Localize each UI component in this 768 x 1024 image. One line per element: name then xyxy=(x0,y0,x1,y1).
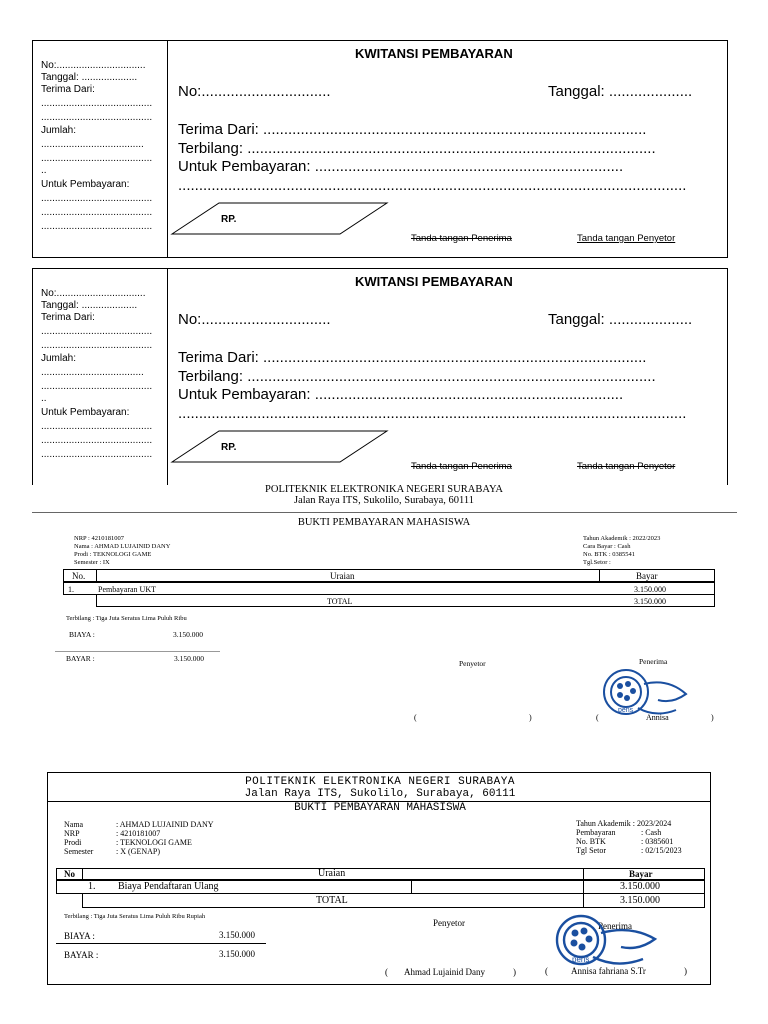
info-tgl-setor: Tgl.Setor : xyxy=(583,559,611,566)
rp-amount-box xyxy=(169,429,391,465)
stub-dots: ........................................ xyxy=(41,221,153,232)
info-prodi: : TEKNOLOGI GAME xyxy=(116,838,192,847)
signature-penerima: Tanda tangan Penerima xyxy=(411,461,512,472)
receipt-title: BUKTI PEMBAYARAN MAHASISWA xyxy=(297,517,471,528)
total-label: TOTAL xyxy=(327,597,353,606)
stub-dots: ........................................ xyxy=(41,421,153,432)
stub-untuk-pembayaran: Untuk Pembayaran: xyxy=(41,407,130,418)
kwitansi-no: No:............................... xyxy=(178,311,331,328)
col-divider xyxy=(599,569,600,582)
stub-dots: .. xyxy=(41,393,47,404)
bukti-pembayaran-2 xyxy=(47,772,711,985)
stub-tanggal: Tanggal: .................... xyxy=(41,300,138,311)
signature-penyetor: Tanda tangan Penyetor xyxy=(577,461,676,472)
info-label-tgl-setor: Tgl Setor xyxy=(576,846,606,855)
row-no: 1. xyxy=(68,585,74,594)
row-bayar: 3.150.000 xyxy=(634,585,666,594)
bayar-label: BAYAR : xyxy=(64,950,99,960)
table-total-row xyxy=(82,894,705,908)
table-header-row xyxy=(63,569,715,582)
paren: ) xyxy=(684,966,687,976)
info-tahun-akademik: Tahun Akademik : 2022/2023 xyxy=(583,535,661,542)
kwitansi-dots: .......................................................................................................................... xyxy=(178,177,687,194)
kwitansi-no: No:............................... xyxy=(178,83,331,100)
col-divider xyxy=(583,880,584,894)
info-tahun-akademik: Tahun Akademik : 2023/2024 xyxy=(576,819,672,828)
receipt-title: BUKTI PEMBAYARAN MAHASISWA xyxy=(294,802,466,814)
kwitansi-dots: .......................................................................................................................... xyxy=(178,405,687,422)
table-header-no: No xyxy=(64,869,75,879)
info-nama: : AHMAD LUJAINID DANY xyxy=(116,820,214,829)
table-header-uraian: Uraian xyxy=(330,571,355,581)
row-no: 1. xyxy=(88,881,96,892)
stub-dots: ........................................ xyxy=(41,207,153,218)
table-header-bayar: Bayar xyxy=(636,571,658,581)
kwitansi-title: KWITANSI PEMBAYARAN xyxy=(355,46,513,61)
stub-dots: ........................................ xyxy=(41,381,153,392)
bayar-value: 3.150.000 xyxy=(174,654,204,663)
stub-dots: ........................................ xyxy=(41,326,153,337)
institution-name: POLITEKNIK ELEKTRONIKA NEGERI SURABAYA xyxy=(265,484,503,495)
info-tgl-setor: : 02/15/2023 xyxy=(641,846,682,855)
stub-jumlah: Jumlah: xyxy=(41,125,77,136)
info-label-prodi: Prodi xyxy=(64,838,82,847)
biaya-value: 3.150.000 xyxy=(173,630,203,639)
info-semester: Semester : IX xyxy=(74,559,110,566)
stub-dots: ........................................ xyxy=(41,98,153,109)
stub-dots: .. xyxy=(41,165,47,176)
kwitansi-form-2 xyxy=(32,268,728,485)
divider xyxy=(55,651,220,652)
penerima-name: Annisa xyxy=(646,713,669,722)
stub-no: No:................................ xyxy=(41,60,146,71)
row-uraian: Biaya Pendaftaran Ulang xyxy=(118,881,219,892)
table-row xyxy=(63,582,715,595)
stub-dots: ..................................... xyxy=(41,367,144,378)
info-nama: Nama : AHMAD LUJAINID DANY xyxy=(74,543,171,550)
col-divider xyxy=(583,894,584,908)
info-cara-bayar: Cara Bayar : Cash xyxy=(583,543,631,550)
kwitansi-terbilang: Terbilang: .................................................................................................. xyxy=(178,368,656,385)
info-label-pembayaran: Pembayaran xyxy=(576,828,616,837)
stamp-icon xyxy=(551,911,661,969)
bayar-value: 3.150.000 xyxy=(219,949,255,959)
rp-label: RP. xyxy=(221,442,237,453)
kwitansi-terima-dari: Terima Dari: ............................................................................................ xyxy=(178,121,647,138)
paren: ) xyxy=(529,713,532,722)
penerima-label: Penerima xyxy=(598,921,632,931)
penyetor-label: Penyetor xyxy=(459,659,486,668)
col-divider xyxy=(82,868,83,880)
divider xyxy=(56,943,266,944)
paren: ) xyxy=(513,967,516,977)
table-total-row xyxy=(96,595,715,607)
table-header-row xyxy=(56,868,705,880)
kwitansi-stub xyxy=(33,269,168,485)
bayar-label: BAYAR : xyxy=(66,654,95,663)
total-label: TOTAL xyxy=(316,895,348,906)
penerima-name: Annisa fahriana S.Tr xyxy=(571,966,646,976)
kwitansi-tanggal: Tanggal: .................... xyxy=(548,83,693,100)
kwitansi-untuk-pembayaran: Untuk Pembayaran: .......................................................................... xyxy=(178,386,624,403)
header-divider xyxy=(32,512,737,513)
info-no-btk: : 0385601 xyxy=(641,837,674,846)
kwitansi-untuk-pembayaran: Untuk Pembayaran: .......................................................................... xyxy=(178,158,624,175)
penyetor-label: Penyetor xyxy=(433,918,465,928)
stub-dots: ........................................ xyxy=(41,435,153,446)
info-label-no-btk: No. BTK xyxy=(576,837,606,846)
stub-dots: ........................................ xyxy=(41,340,153,351)
terbilang-text: Terbilang : Tiga Juta Seratus Lima Puluh Ribu xyxy=(66,615,187,622)
info-nrp: : 4210181007 xyxy=(116,829,161,838)
stub-dots: ........................................ xyxy=(41,193,153,204)
biaya-label: BIAYA : xyxy=(64,931,95,941)
signature-penerima: Tanda tangan Penerima xyxy=(411,233,512,244)
col-divider xyxy=(96,569,97,582)
total-value: 3.150.000 xyxy=(634,597,666,606)
terbilang-text: Terbilang : Tiga Juta Seratus Lima Puluh Ribu Rupiah xyxy=(64,913,206,920)
kwitansi-form-1 xyxy=(32,40,728,258)
table-header-uraian: Uraian xyxy=(318,868,346,879)
kwitansi-tanggal: Tanggal: .................... xyxy=(548,311,693,328)
row-uraian: Pembayaran UKT xyxy=(98,585,156,594)
stub-dots: ........................................ xyxy=(41,112,153,123)
info-label-semester: Semester xyxy=(64,847,94,856)
info-prodi: Prodi : TEKNOLOGI GAME xyxy=(74,551,152,558)
institution-address: Jalan Raya ITS, Sukolilo, Surabaya, 60111 xyxy=(293,495,475,506)
paren: ( xyxy=(414,713,417,722)
stub-terima-dari: Terima Dari: xyxy=(41,84,95,95)
kwitansi-title: KWITANSI PEMBAYARAN xyxy=(355,274,513,289)
kwitansi-terima-dari: Terima Dari: ............................................................................................ xyxy=(178,349,647,366)
rp-label: RP. xyxy=(221,214,237,225)
info-nrp: NRP : 4210181007 xyxy=(74,535,124,542)
info-no-btk: No. BTK : 0385541 xyxy=(583,551,635,558)
penyetor-name: Ahmad Lujainid Dany xyxy=(404,967,485,977)
stub-dots: ........................................ xyxy=(41,153,153,164)
stub-terima-dari: Terima Dari: xyxy=(41,312,95,323)
stamp-text: pens xyxy=(618,707,634,714)
biaya-value: 3.150.000 xyxy=(219,930,255,940)
signature-penyetor: Tanda tangan Penyetor xyxy=(577,233,676,244)
stamp-icon xyxy=(598,664,694,720)
stub-untuk-pembayaran: Untuk Pembayaran: xyxy=(41,179,130,190)
info-label-nrp: NRP xyxy=(64,829,80,838)
paren: ( xyxy=(596,713,599,722)
paren: ( xyxy=(545,966,548,976)
kwitansi-stub xyxy=(33,41,168,257)
stub-dots: ........................................ xyxy=(41,449,153,460)
total-value: 3.150.000 xyxy=(620,895,660,906)
info-semester: : X (GENAP) xyxy=(116,847,160,856)
kwitansi-terbilang: Terbilang: .................................................................................................. xyxy=(178,140,656,157)
biaya-label: BIAYA : xyxy=(69,630,95,639)
stub-jumlah: Jumlah: xyxy=(41,353,77,364)
institution-address: Jalan Raya ITS, Sukolilo, Surabaya, 60111 xyxy=(244,788,516,800)
table-header-bayar: Bayar xyxy=(629,869,653,879)
info-pembayaran: : Cash xyxy=(641,828,662,837)
stub-no: No:................................ xyxy=(41,288,146,299)
penerima-label: Penerima xyxy=(639,657,668,666)
stamp-text: pens xyxy=(572,955,590,964)
row-bayar: 3.150.000 xyxy=(620,881,660,892)
col-divider xyxy=(583,868,584,880)
rp-amount-box xyxy=(169,201,391,237)
stub-dots: ..................................... xyxy=(41,139,144,150)
info-label-nama: Nama xyxy=(64,820,84,829)
stub-tanggal: Tanggal: .................... xyxy=(41,72,138,83)
paren: ) xyxy=(711,713,714,722)
institution-name: POLITEKNIK ELEKTRONIKA NEGERI SURABAYA xyxy=(245,776,515,788)
col-divider xyxy=(411,880,412,894)
paren: ( xyxy=(385,967,388,977)
table-header-no: No. xyxy=(72,571,86,581)
